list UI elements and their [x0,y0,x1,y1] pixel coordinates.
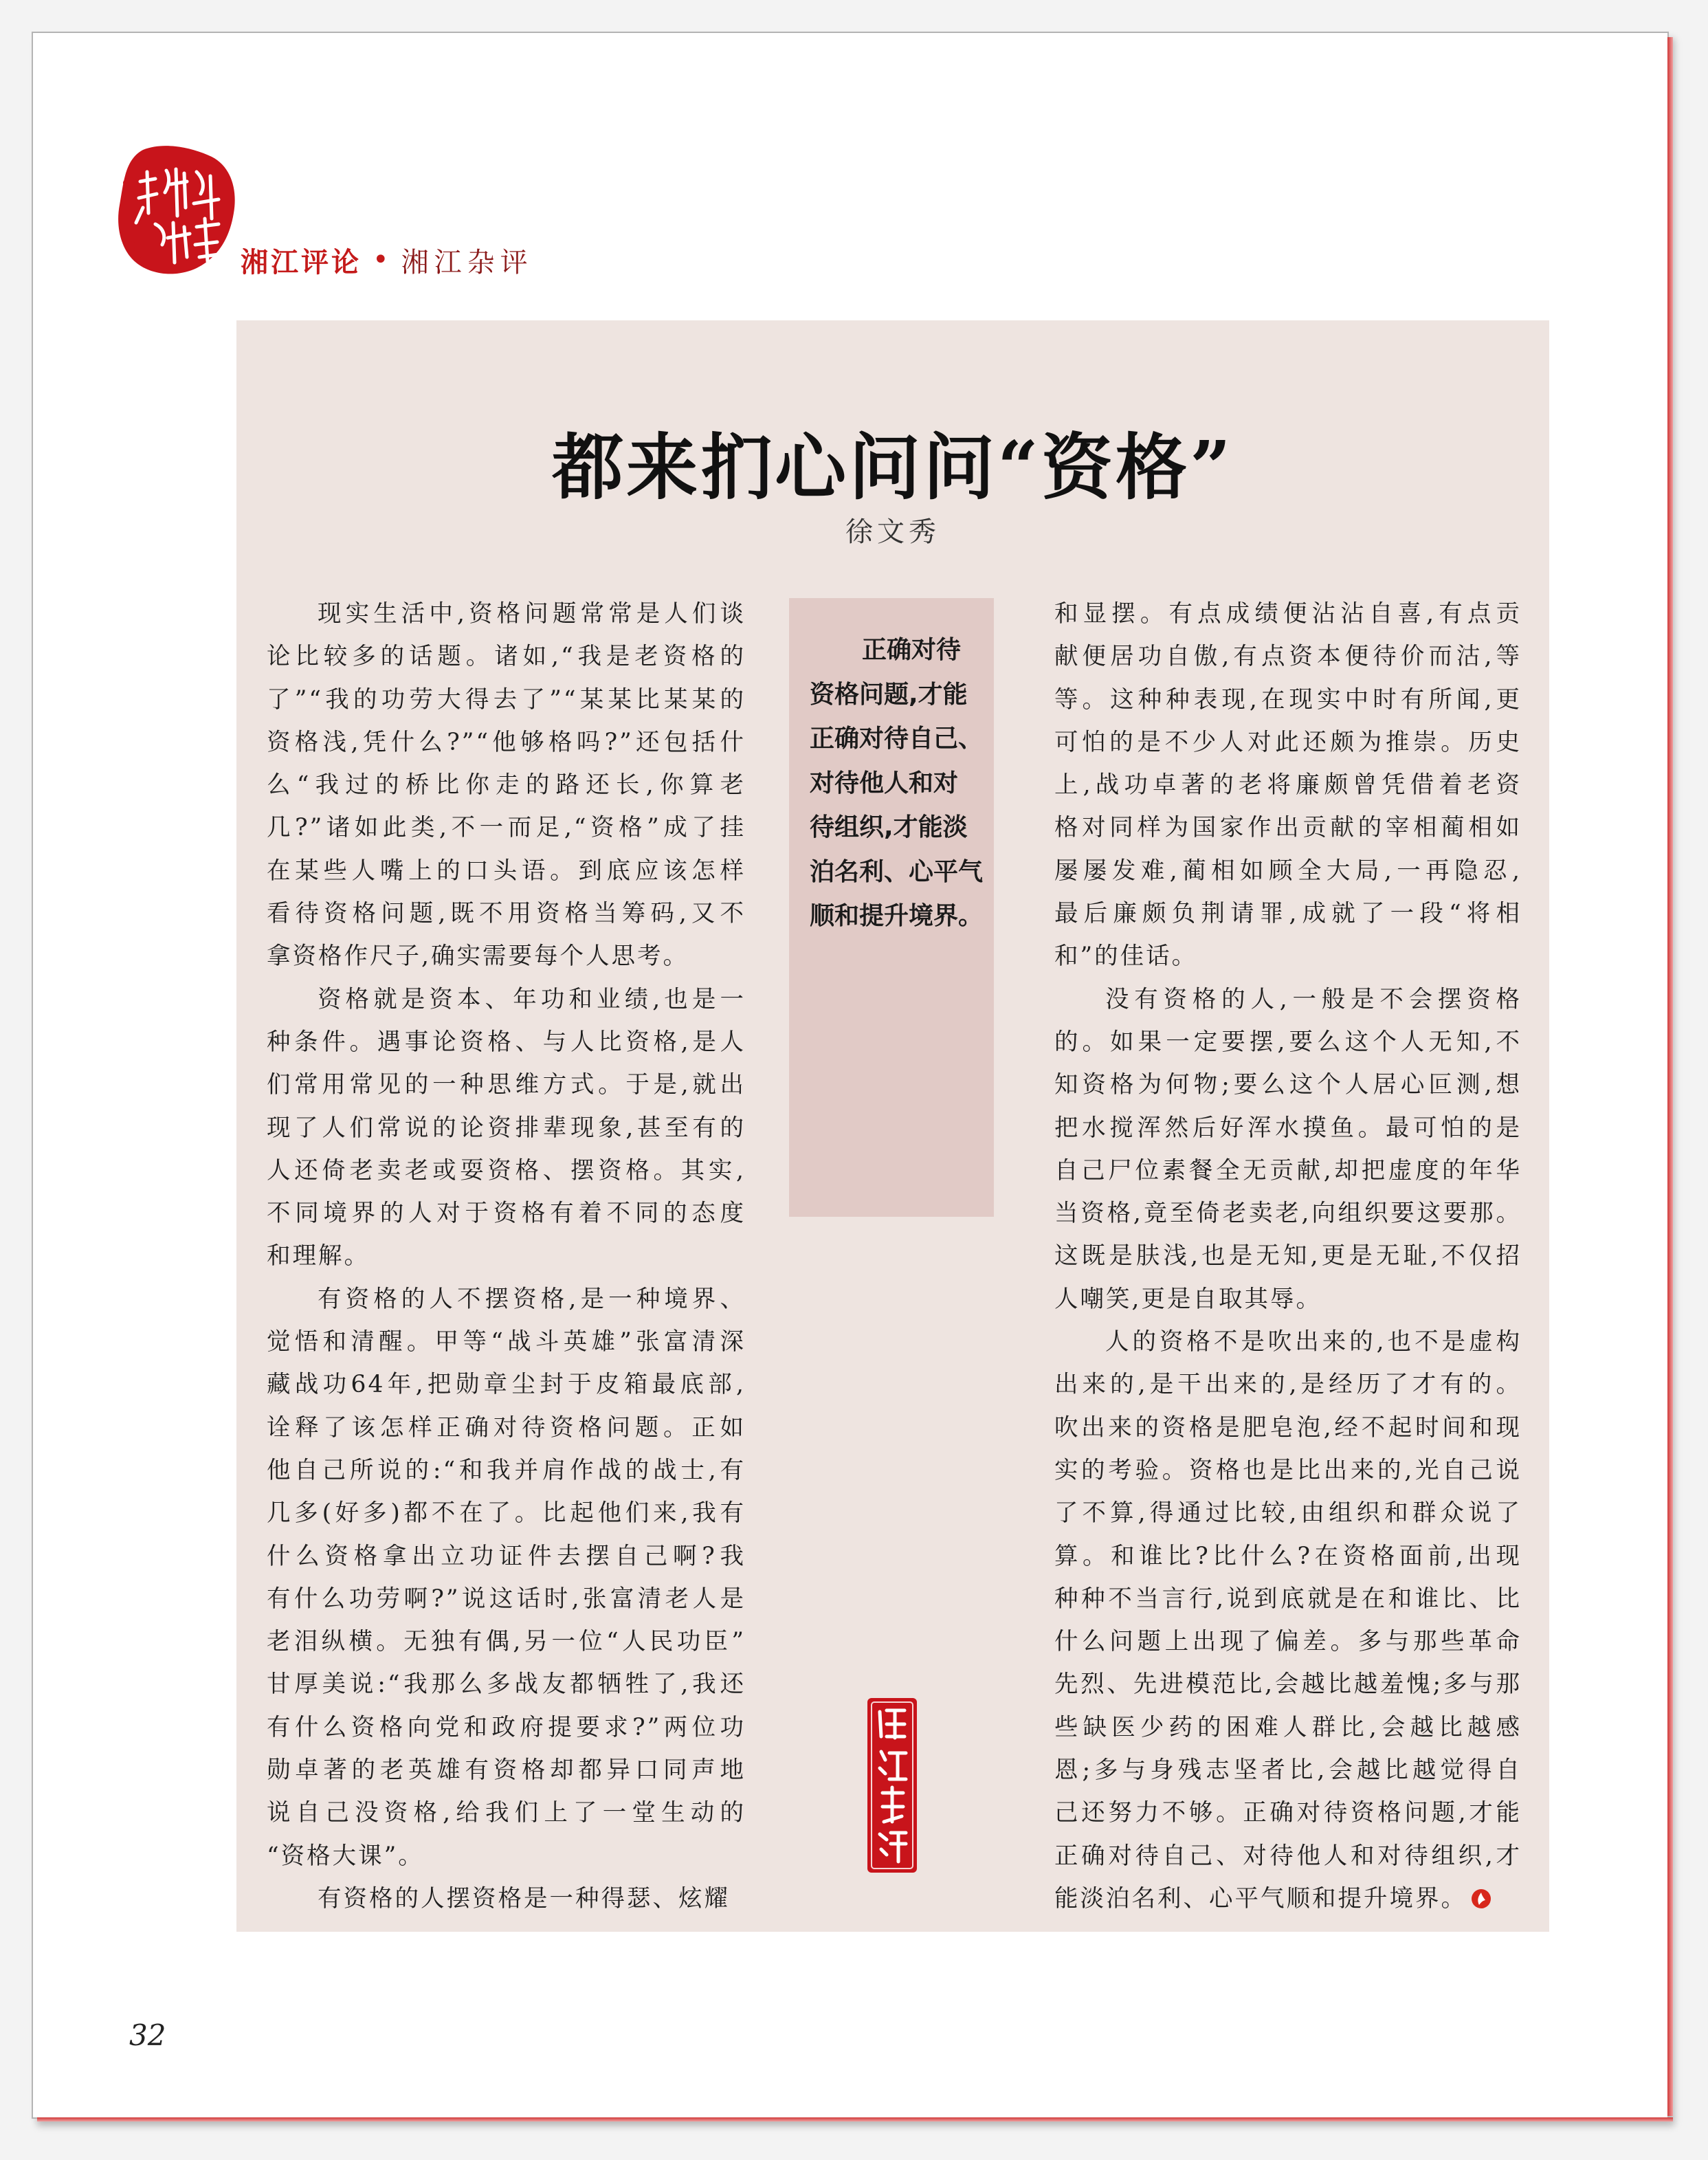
text-line: 的。如果一定要摆,要么这个人无知,不 [1054,1028,1522,1056]
text-line: 说自己没资格,给我们上了一堂生动的 [267,1799,746,1827]
article-author: 徐文秀 [845,516,940,548]
text-line: 人还倚老卖老或耍资格、摆资格。其实, [267,1156,746,1184]
text-line: 甘厚美说:“我那么多战友都牺牲了,我还 [267,1671,746,1699]
text-line-final [1054,1877,1522,1920]
text-line: 吹出来的资格是肥皂泡,经不起时间和现 [1054,1413,1522,1442]
text-line: 有什么功劳啊?”说这话时,张富清老人是 [267,1585,746,1613]
end-mark-icon [1471,1888,1491,1909]
text-line: 最后廉颇负荆请罪,成就了一段“将相 [1054,900,1522,928]
text-line: 藏战功64年,把勋章尘封于皮箱最底部, [267,1371,746,1399]
text-line: 没有资格的人,一般是不会摆资格 [1105,985,1522,1013]
text-line: 现实生活中,资格问题常常是人们谈 [318,600,746,628]
article-title: 都来扪心问问“资格” [552,425,1234,509]
text-line: 恩;多与身残志坚者比,会越比越觉得自 [1054,1756,1522,1785]
text-line: 不同境界的人对于资格有着不同的态度 [267,1200,746,1228]
text-line: 们常用常见的一种思维方式。于是,就出 [267,1071,746,1099]
page-edge-right [1667,37,1673,2116]
pull-quote-line: 资格问题,才能 [810,680,968,709]
text-line: 出来的,是干出来的,是经历了才有的。 [1054,1371,1522,1399]
pull-quote-box [789,598,994,1217]
text-line: 这既是肤浅,也是无知,更是无耻,不仅招 [1054,1242,1522,1270]
text-line: 可怕的是不少人对此还颇为推崇。历史 [1054,728,1522,756]
text-line: 等。这种种表现,在现实中时有所闻,更 [1054,685,1522,714]
text-line: 和理解。 [267,1242,370,1270]
text-line: 拿资格作尺子,确实需要每个人思考。 [267,943,689,971]
text-line: 勋卓著的老英雄有资格却都异口同声地 [267,1756,746,1785]
text-line: 么“我过的桥比你走的路还长,你算老 [267,771,746,800]
pull-quote-line: 泊名利、心平气 [810,857,984,886]
pull-quote-line: 正确对待自己、 [810,725,984,753]
text-column-left [267,593,746,1920]
text-line: 实的考验。资格也是比出来的,光自己说 [1054,1456,1522,1484]
text-line: 老泪纵横。无独有偶,另一位“人民功臣” [267,1628,746,1656]
text-line: 当资格,竟至倚老卖老,向组织要这要那。 [1054,1200,1522,1228]
pull-quote-line: 顺和提升境界。 [810,902,984,930]
text-line: 和”的佳话。 [1054,943,1198,971]
text-line: 把水搅浑然后好浑水摸鱼。最可怕的是 [1054,1114,1522,1142]
text-line: 几多(好多)都不在了。比起他们来,我有 [267,1499,746,1528]
section-header [241,239,533,280]
text-line: 几?”诸如此类,不一而足,“资格”成了挂 [267,814,746,842]
section-sub-label: 湘江杂评 [401,246,533,278]
page-edge-bottom [37,2117,1673,2122]
text-line: 和显摆。有点成绩便沾沾自喜,有点贡 [1054,600,1522,628]
text-line: 他自己所说的:“和我并肩作战的战士,有 [267,1456,746,1484]
text-line: 有资格的人摆资格是一种得瑟、炫耀 [318,1884,730,1913]
text-line: 看待资格问题,既不用资格当筹码,又不 [267,900,746,928]
page-number: 32 [129,2018,166,2052]
text-line: 人嘲笑,更是自取其辱。 [1054,1285,1322,1313]
text-line: 了”“我的功劳大得去了”“某某比某某的 [267,685,746,714]
text-line: 算。和谁比?比什么?在资格面前,出现 [1054,1542,1522,1570]
text-line: 什么资格拿出立功证件去摆自己啊?我 [267,1542,746,1570]
pull-quote-text [810,628,984,939]
text-line: “资格大课”。 [267,1842,424,1870]
text-line: 资格浅,凭什么?”“他够格吗?”还包括什 [267,728,746,756]
text-line: 在某些人嘴上的口头语。到底应该怎样 [267,857,746,885]
text-line: 人的资格不是吹出来的,也不是虚构 [1105,1328,1522,1356]
text-line: 现了人们常说的论资排辈现象,甚至有的 [267,1114,746,1142]
text-line: 知资格为何物;要么这个人居心叵测,想 [1054,1071,1522,1099]
text-line: 格对同样为国家作出贡献的宰相蔺相如 [1054,814,1522,842]
pull-quote-line: 正确对待 [862,636,962,664]
text-line: 什么问题上出现了偏差。多与那些革命 [1054,1628,1522,1656]
section-separator: • [373,244,389,276]
text-column-right [1054,593,1522,1920]
text-line: 献便居功自傲,有点资本便待价而沽,等 [1054,643,1522,671]
text-line: 先烈、先进模范比,会越比越羞愧;多与那 [1054,1671,1522,1699]
seal-stamp [866,1697,918,1874]
text-line: 己还努力不够。正确对待资格问题,才能 [1054,1799,1522,1827]
text-line: 有什么资格向党和政府提要求?”两位功 [267,1713,746,1741]
text-line: 诠释了该怎样正确对待资格问题。正如 [267,1413,746,1442]
text-line: 论比较多的话题。诸如,“我是老资格的 [267,643,746,671]
text-line: 觉悟和清醒。甲等“战斗英雄”张富清深 [267,1328,746,1356]
text-line: 屡屡发难,蔺相如顾全大局,一再隐忍, [1054,857,1522,885]
text-line: 资格就是资本、年功和业绩,也是一 [318,985,746,1013]
text-line: 能淡泊名利、心平气顺和提升境界。 [1054,1884,1467,1913]
section-main-label: 湘江评论 [241,246,362,278]
text-line: 上,战功卓著的老将廉颇曾凭借着老资 [1054,771,1522,800]
article-panel [236,320,1549,1932]
text-line: 了不算,得通过比较,由组织和群众说了 [1054,1499,1522,1528]
pull-quote-line: 对待他人和对 [810,769,959,797]
pull-quote-line: 待组织,才能淡 [810,813,968,841]
text-line: 种种不当言行,说到底就是在和谁比、比 [1054,1585,1522,1613]
text-line: 正确对待自己、对待他人和对待组织,才 [1054,1842,1522,1870]
magazine-logo [115,142,239,279]
text-line: 些缺医少药的困难人群比,会越比越感 [1054,1713,1522,1741]
text-line: 有资格的人不摆资格,是一种境界、 [318,1285,746,1313]
text-line: 自己尸位素餐全无贡献,却把虚度的年华 [1054,1156,1522,1184]
text-line: 种条件。遇事论资格、与人比资格,是人 [267,1028,746,1056]
